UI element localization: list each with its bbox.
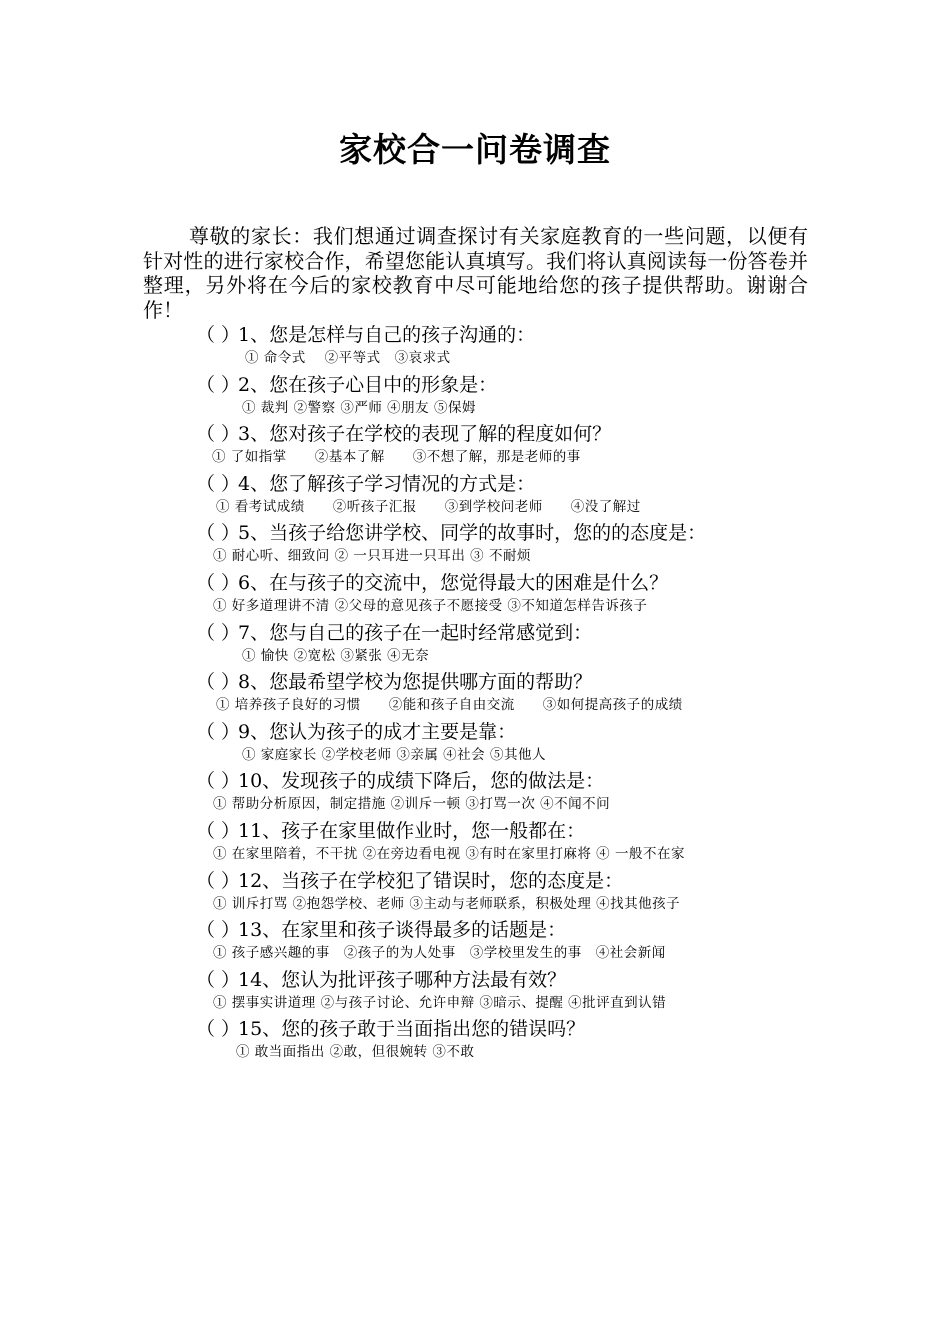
question-options: ① 培养孩子良好的习惯 ②能和孩子自由交流 ③如何提高孩子的成绩 — [216, 697, 683, 714]
question-options: ① 耐心听、细致问 ② 一只耳进一只耳出 ③ 不耐烦 — [213, 548, 531, 565]
page-title: 家校合一问卷调查 — [339, 130, 611, 169]
answer-bracket[interactable]: （ ） — [196, 324, 241, 346]
question-item — [0, 1016, 950, 1066]
question-text: （ ）2、您在孩子心目中的形象是： — [196, 373, 498, 396]
question-list — [0, 322, 950, 1066]
answer-bracket[interactable]: （ ） — [196, 522, 241, 545]
question-item — [0, 421, 950, 471]
answer-bracket[interactable]: （ ） — [196, 869, 241, 892]
answer-bracket[interactable]: （ ） — [196, 720, 241, 743]
question-text: （ ）8、您最希望学校为您提供哪方面的帮助？ — [196, 671, 593, 694]
question-text: （ ）12、当孩子在学校犯了错误时，您的态度是： — [196, 869, 624, 892]
question-item — [0, 471, 950, 521]
answer-bracket[interactable]: （ ） — [196, 1018, 241, 1041]
intro-paragraph: 尊敬的家长：我们想通过调查探讨有关家庭教育的一些问题，以便有针对性的进行家校合作，希望您能认真填写。我们将认真阅读每一份答卷并整理，另外将在今后的家校教育中尽可能地给您的孩子提供帮助。谢谢合作！ — [143, 224, 808, 322]
answer-bracket[interactable]: （ ） — [196, 770, 241, 793]
question-text: （ ）6、在与孩子的交流中，您觉得最大的困难是什么？ — [196, 571, 669, 594]
question-item — [0, 570, 950, 620]
answer-bracket[interactable]: （ ） — [196, 571, 241, 594]
question-text: （ ）1、您是怎样与自己的孩子沟通的： — [196, 324, 536, 346]
answer-bracket[interactable]: （ ） — [196, 472, 241, 495]
question-options: ① 裁判 ②警察 ③严师 ④朋友 ⑤保姆 — [242, 399, 476, 416]
question-options: ① 孩子感兴趣的事 ②孩子的为人处事 ③学校里发生的事 ④社会新闻 — [213, 945, 666, 962]
question-options: ① 训斥打骂 ②抱怨学校、老师 ③主动与老师联系，积极处理 ④找其他孩子 — [213, 895, 681, 912]
question-text: （ ）13、在家里和孩子谈得最多的话题是： — [196, 919, 567, 942]
question-options: ① 在家里陪着，不干扰 ②在旁边看电视 ③有时在家里打麻将 ④ 一般不在家 — [213, 845, 685, 862]
question-item — [0, 669, 950, 719]
question-text: （ ）15、您的孩子敢于当面指出您的错误吗？ — [196, 1018, 586, 1041]
answer-bracket[interactable]: （ ） — [196, 621, 241, 644]
answer-bracket[interactable]: （ ） — [196, 423, 241, 446]
answer-bracket[interactable]: （ ） — [196, 968, 241, 991]
question-options: ① 愉快 ②宽松 ③紧张 ④无奈 — [242, 647, 430, 664]
question-item — [0, 620, 950, 670]
question-text: （ ）3、您对孩子在学校的表现了解的程度如何？ — [196, 423, 612, 446]
question-item — [0, 868, 950, 918]
question-item — [0, 768, 950, 818]
question-options: ① 命令式 ②平等式 ③哀求式 — [245, 350, 451, 366]
question-options: ① 敢当面指出 ②敢，但很婉转 ③不敢 — [236, 1044, 475, 1061]
answer-bracket[interactable]: （ ） — [196, 671, 241, 694]
question-text: （ ）7、您与自己的孩子在一起时经常感觉到： — [196, 621, 593, 644]
question-options: ① 看考试成绩 ②听孩子汇报 ③到学校问老师 ④没了解过 — [216, 498, 641, 515]
answer-bracket[interactable]: （ ） — [196, 919, 241, 942]
question-options: ① 好多道理讲不清 ②父母的意见孩子不愿接受 ③不知道怎样告诉孩子 — [213, 597, 648, 614]
question-options: ① 帮助分析原因，制定措施 ②训斥一顿 ③打骂一次 ④不闻不问 — [213, 796, 611, 813]
question-item — [0, 719, 950, 769]
answer-bracket[interactable]: （ ） — [196, 819, 241, 842]
question-options: ① 家庭家长 ②学校老师 ③亲属 ④社会 ⑤其他人 — [242, 746, 546, 763]
question-item — [0, 917, 950, 967]
question-item — [0, 520, 950, 570]
question-options: ① 摆事实讲道理 ②与孩子讨论、允许申辩 ③暗示、提醒 ④批评直到认错 — [213, 994, 667, 1011]
question-text: （ ）14、您认为批评孩子哪种方法最有效？ — [196, 968, 567, 991]
question-item — [0, 372, 950, 422]
question-text: （ ）5、当孩子给您讲学校、同学的故事时，您的的态度是： — [196, 522, 707, 545]
question-options: ① 了如指掌 ②基本了解 ③不想了解，那是老师的事 — [212, 449, 581, 466]
question-item — [0, 818, 950, 868]
answer-bracket[interactable]: （ ） — [196, 373, 241, 396]
question-text: （ ）11、孩子在家里做作业时，您一般都在： — [196, 819, 586, 842]
question-text: （ ）10、发现孩子的成绩下降后，您的做法是： — [196, 770, 605, 793]
question-text: （ ）4、您了解孩子学习情况的方式是： — [196, 472, 536, 495]
question-item — [0, 967, 950, 1017]
question-text: （ ）9、您认为孩子的成才主要是靠： — [196, 720, 517, 743]
question-item — [0, 322, 950, 372]
